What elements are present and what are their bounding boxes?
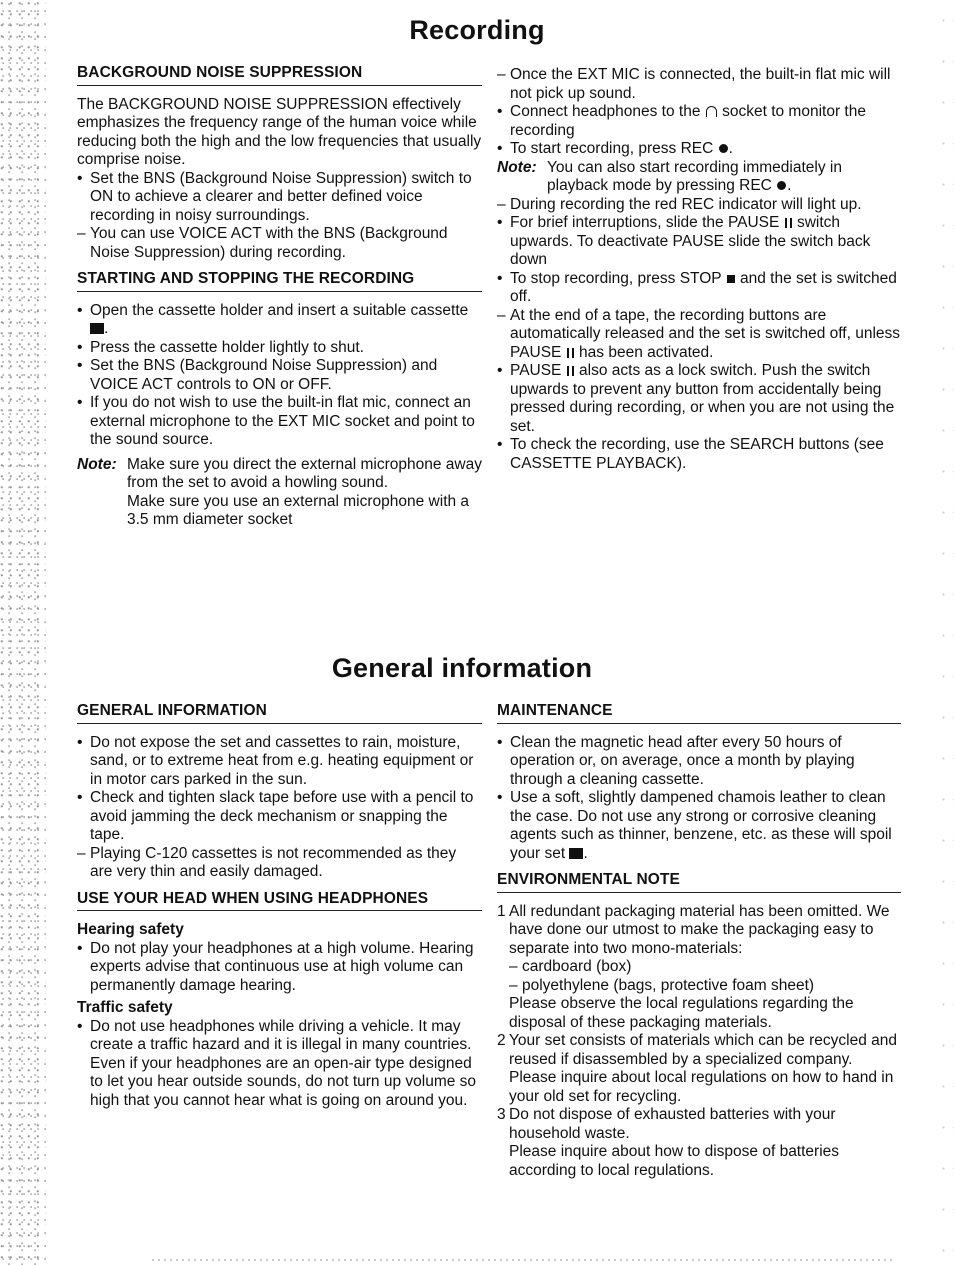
start-stop-note: Note: Make sure you direct the external microphone away from the set to avoid a howling sound. Make sure you use an external microphone with a 3.5 mm diameter socket: [77, 455, 482, 528]
scan-noise-bottom: [150, 1258, 894, 1262]
environmental-heading: ENVIRONMENTAL NOTE: [497, 871, 901, 893]
recording-note: Note: You can also start recording immediately in playback mode by pressing REC .: [497, 158, 842, 194]
record-icon: [777, 181, 786, 190]
rec-indicator-dash: – During recording the red REC indicator will light up.: [497, 195, 862, 213]
recording-title: Recording: [409, 15, 545, 45]
start-stop-bullet-2: • Press the cassette holder lightly to shut.: [77, 338, 364, 356]
bns-paragraph: The BACKGROUND NOISE SUPPRESSION effectively emphasizes the frequency range of the human voice while reducing both the high and the low frequencies that usually comprise noise.: [77, 95, 482, 168]
lock-switch-bullet: • PAUSE also acts as a lock switch. Push the switch upwards to prevent any button from accidentally being pressed during recording, or when you are not using the set.: [497, 362, 895, 435]
scan-noise-right: [938, 0, 954, 1265]
start-stop-bullet-4: • If you do not wish to use the built-in flat mic, connect an external microphone to the EXT MIC socket and point to the sound source.: [77, 394, 475, 448]
bns-dash: – You can use VOICE ACT with the BNS (Background Noise Suppression) during recording.: [77, 225, 448, 261]
traffic-safety-title: Traffic safety: [77, 999, 173, 1016]
bns-heading: BACKGROUND NOISE SUPPRESSION: [77, 64, 482, 86]
maintenance-bullet-1: • Clean the magnetic head after every 50 hours of operation or, on average, once a month by playing through a cleaning cassette.: [497, 733, 855, 788]
hearing-safety-bullet: • Do not play your headphones at a high volume. Hearing experts advise that continuous use at high volume can permanently damage hearing.: [77, 939, 474, 994]
stop-bullet: • To stop recording, press STOP and the set is switched off.: [497, 269, 897, 305]
hearing-safety-title: Hearing safety: [77, 921, 184, 938]
env-dash-polyethylene: – polyethylene (bags, protective foam sheet): [509, 976, 815, 994]
maintenance-bullet-2: • Use a soft, slightly dampened chamois leather to clean the case. Do not use any strong or corrosive cleaning agents such as thinner, benzene, etc. as these will spoil your set .: [497, 789, 892, 862]
bns-bullet: • Set the BNS (Background Noise Suppression) switch to ON to achieve a clearer and better defined voice recording in noisy surroundings.: [77, 169, 472, 224]
env-item-3: 3 Do not dispose of exhausted batteries with your household waste. Please inquire about how to dispose of batteries according to local regulations.: [497, 1106, 840, 1179]
start-stop-bullet-1: • Open the cassette holder and insert a suitable cassette .: [77, 301, 469, 337]
check-recording-bullet: • To check the recording, use the SEARCH buttons (see CASSETTE PLAYBACK).: [497, 436, 884, 472]
recording-left-column: [77, 64, 482, 530]
figure-reference-icon: [569, 848, 583, 859]
maintenance-heading: MAINTENANCE: [497, 702, 901, 724]
start-recording-bullet: • To start recording, press REC .: [497, 140, 733, 157]
traffic-safety-bullet: • Do not use headphones while driving a vehicle. It may create a traffic hazard and it is illegal in many countries. Even if your headphones are an open-air type designed to let you hear outside sounds, do not turn up volume so high that you cannot hear what is going on around you.: [77, 1017, 477, 1109]
stop-icon: [727, 275, 735, 283]
general-left-column: [77, 702, 482, 1110]
general-right-column: [497, 702, 901, 1180]
ext-mic-dash: – Once the EXT MIC is connected, the built-in flat mic will not pick up sound.: [497, 66, 891, 102]
headphones-heading: USE YOUR HEAD WHEN USING HEADPHONES: [77, 890, 482, 912]
env-item-2: 2 Your set consists of materials which can be recycled and reused if disassembled by a specialized company. Please inquire about local regulations on how to hand in your old set for recycling.: [497, 1032, 897, 1105]
pause-icon: [785, 218, 792, 228]
pause-icon: [567, 366, 574, 376]
recording-right-column: [497, 66, 901, 473]
record-icon: [719, 144, 728, 153]
env-item-1: 1 All redundant packaging material has been omitted. We have done our utmost to make the packaging easy to separate into two mono-materials: – cardboard (box) – polyethylene (bags, protective foam sheet) Please observe the local regulations regarding the disposal of these packaging materials.: [497, 903, 901, 1033]
end-of-tape-dash: – At the end of a tape, the recording buttons are automatically released and the set is switched off, unless PAUSE has been activated.: [497, 306, 901, 361]
cassette-figure-icon: [90, 323, 104, 334]
pause-bullet: • For brief interruptions, slide the PAUSE switch upwards. To deactivate PAUSE slide the switch back down: [497, 214, 871, 268]
env-dash-cardboard: – cardboard (box): [509, 958, 632, 975]
general-info-heading: GENERAL INFORMATION: [77, 702, 482, 724]
general-info-bullet-1: • Do not expose the set and cassettes to rain, moisture, sand, or to extreme heat from e.g. heating equipment or in motor cars parked in the sun.: [77, 733, 474, 788]
start-stop-bullet-3: • Set the BNS (Background Noise Suppression) and VOICE ACT controls to ON or OFF.: [77, 357, 438, 393]
pause-icon: [567, 348, 574, 358]
headphones-bullet: • Connect headphones to the socket to monitor the recording: [497, 103, 866, 139]
scan-noise-left: [0, 0, 46, 1265]
start-stop-heading: STARTING AND STOPPING THE RECORDING: [77, 270, 482, 292]
headphones-icon: [706, 106, 717, 117]
general-title: General information: [331, 653, 593, 683]
general-info-bullet-2: • Check and tighten slack tape before use with a pencil to avoid jamming the deck mechanism or snapping the tape.: [77, 789, 474, 843]
general-info-dash: – Playing C-120 cassettes is not recommended as they are very thin and easily damaged.: [77, 844, 457, 880]
